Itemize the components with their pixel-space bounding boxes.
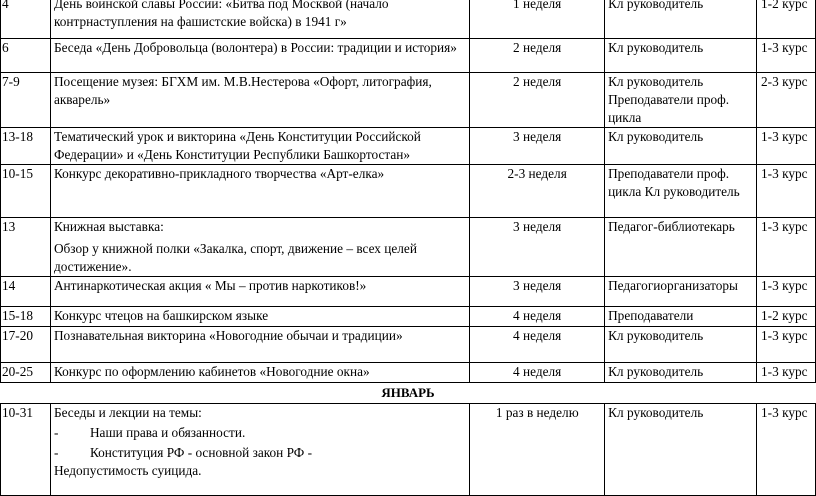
- course-cell: 1-3 курс: [757, 327, 816, 363]
- dash-marker: -: [53, 445, 59, 460]
- event-cell: Посещение музея: БГХМ им. М.В.Нестерова «Офорт, литография, акварель»: [50, 73, 469, 128]
- event-cell: Конкурс чтецов на башкирском языке: [50, 307, 469, 327]
- course-cell: 1-3 курс: [757, 404, 816, 496]
- term-cell: 3 неделя: [470, 128, 605, 165]
- responsible-cell: Преподаватели: [605, 307, 757, 327]
- date-cell: 15-18: [1, 307, 51, 327]
- date-cell: 14: [1, 277, 51, 307]
- table-row: [1, 404, 816, 496]
- event-cell: [50, 404, 469, 496]
- course-cell: 2-3 курс: [757, 73, 816, 128]
- responsible-cell: Кл руководитель: [605, 363, 757, 383]
- course-cell: 1-3 курс: [757, 165, 816, 218]
- table-row: [1, 363, 816, 383]
- responsible-cell: Кл руководитель: [605, 39, 757, 73]
- course-cell: 1-3 курс: [757, 363, 816, 383]
- event-cell: Беседа «День Добровольца (волонтера) в России: традиции и история»: [50, 39, 469, 73]
- term-cell: 2 неделя: [470, 73, 605, 128]
- course-cell: 1-3 курс: [757, 218, 816, 277]
- date-cell: 13-18: [1, 128, 51, 165]
- list-item-text: Наши права и обязанности.: [89, 425, 246, 440]
- date-cell: 7-9: [1, 73, 51, 128]
- responsible-cell: Кл руководитель: [605, 0, 757, 39]
- term-cell: 3 неделя: [470, 277, 605, 307]
- course-cell: 1-3 курс: [757, 277, 816, 307]
- list-item: [54, 444, 466, 462]
- course-cell: 1-3 курс: [757, 39, 816, 73]
- table-row: [1, 73, 816, 128]
- table-row: [1, 327, 816, 363]
- list-item-text: Конституция РФ - основной закон РФ -: [89, 445, 313, 460]
- responsible-cell: Кл руководитель: [605, 404, 757, 496]
- term-cell: 2 неделя: [470, 39, 605, 73]
- course-cell: 1-2 курс: [757, 0, 816, 39]
- event-cell: Антинаркотическая акция « Мы – против наркотиков!»: [50, 277, 469, 307]
- course-cell: 1-2 курс: [757, 307, 816, 327]
- date-cell: 10-15: [1, 165, 51, 218]
- event-line: Обзор у книжной полки «Закалка, спорт, движение – всех целей достижение».: [53, 241, 417, 274]
- event-cell: Познавательная викторина «Новогодние обычаи и традиции»: [50, 327, 469, 363]
- event-cell: День воинской славы России: «Битва под Москвой (начало контрнаступления на фашистские войска) в 1941 г»: [50, 0, 469, 39]
- responsible-cell: Преподаватели проф. цикла Кл руководитель: [605, 165, 757, 218]
- table-row: [1, 307, 816, 327]
- table-row: [1, 0, 816, 39]
- term-cell: 4 неделя: [470, 327, 605, 363]
- event-cell: Конкурс декоративно-прикладного творчества «Арт-елка»: [50, 165, 469, 218]
- event-tail: Недопустимость суицида.: [53, 463, 202, 478]
- event-intro: Беседы и лекции на темы:: [53, 405, 202, 420]
- responsible-cell: Педагог-библиотекарь: [605, 218, 757, 277]
- date-cell: 20-25: [1, 363, 51, 383]
- date-cell: 17-20: [1, 327, 51, 363]
- list-item: [54, 424, 466, 442]
- table-row: [1, 39, 816, 73]
- term-cell: 2-3 неделя: [470, 165, 605, 218]
- responsible-cell: Кл руководитель: [605, 327, 757, 363]
- event-cell: Конкурс по оформлению кабинетов «Новогодние окна»: [50, 363, 469, 383]
- term-cell: 3 неделя: [470, 218, 605, 277]
- responsible-cell: Кл руководитель: [605, 128, 757, 165]
- date-cell: 13: [1, 218, 51, 277]
- january-table: [0, 403, 816, 496]
- date-cell: 6: [1, 39, 51, 73]
- month-heading: ЯНВАРЬ: [381, 385, 435, 400]
- date-cell: 4: [1, 0, 51, 39]
- table-row: [1, 165, 816, 218]
- responsible-cell: Кл руководитель Преподаватели проф. цикла: [605, 73, 757, 128]
- table-row: [1, 128, 816, 165]
- event-cell: [50, 218, 469, 277]
- date-cell: 10-31: [1, 404, 51, 496]
- event-line: Книжная выставка:: [53, 219, 164, 234]
- responsible-cell: Педагогиорганизаторы: [605, 277, 757, 307]
- course-cell: 1-3 курс: [757, 128, 816, 165]
- term-cell: 4 неделя: [470, 307, 605, 327]
- table-row: [1, 218, 816, 277]
- event-cell: Тематический урок и викторина «День Конституции Российской Федерации» и «День Конституции Республики Башкортостан»: [50, 128, 469, 165]
- term-cell: 1 раз в неделю: [470, 404, 605, 496]
- term-cell: 1 неделя: [470, 0, 605, 39]
- dash-marker: -: [53, 425, 59, 440]
- term-cell: 4 неделя: [470, 363, 605, 383]
- table-row: [1, 277, 816, 307]
